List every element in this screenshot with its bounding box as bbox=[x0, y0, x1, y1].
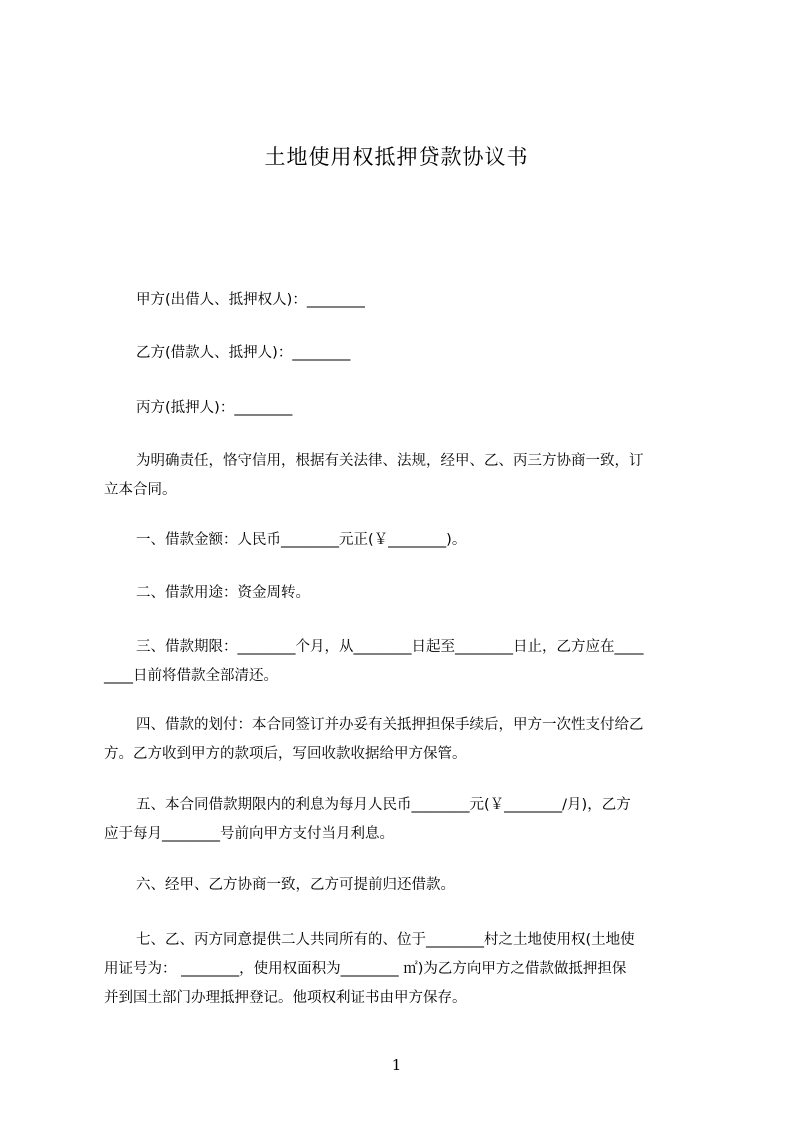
clause-3-line-1: 三、借款期限：________个月，从________日起至________日止，乙方应在____ bbox=[136, 639, 644, 655]
clause-3-line-2: ____日前将借款全部清还。 bbox=[104, 668, 278, 684]
clause-7-line-1: 七、乙、丙方同意提供二人共同所有的、位于________村之土地使用权(土地使 bbox=[136, 932, 635, 948]
clause-4-line-1: 四、借款的划付：本合同签订并办妥有关抵押担保手续后，甲方一次性支付给乙 bbox=[136, 717, 644, 733]
clause-6: 六、经甲、乙方协商一致，乙方可提前归还借款。 bbox=[136, 877, 455, 893]
preamble-line-2: 立本合同。 bbox=[104, 482, 177, 498]
clause-5 bbox=[104, 791, 704, 849]
preamble-line-1: 为明确责任，恪守信用，根据有关法律、法规，经甲、乙、丙三方协商一致，订 bbox=[136, 453, 644, 469]
party-c-line: 丙方(抵押人)：________ bbox=[136, 400, 293, 416]
clause-1: 一、借款金额：人民币________元正(￥________)。 bbox=[136, 532, 467, 548]
clause-5-line-1: 五、本合同借款期限内的利息为每月人民币________元(￥________/月)，乙方 bbox=[136, 797, 631, 813]
clause-2: 二、借款用途：资金周转。 bbox=[136, 585, 310, 601]
clause-4 bbox=[104, 711, 704, 769]
page-number: 1 bbox=[391, 1056, 402, 1074]
clause-7-line-2: 用证号为： ________，使用权面积为________ ㎡)为乙方向甲方之借款做抵押担保 bbox=[104, 961, 627, 977]
clause-7-line-3: 并到国土部门办理抵押登记。他项权利证书由甲方保存。 bbox=[104, 990, 467, 1006]
clause-5-line-2: 应于每月________号前向甲方支付当月利息。 bbox=[104, 826, 394, 842]
preamble-paragraph bbox=[104, 447, 704, 505]
clause-3 bbox=[104, 633, 704, 691]
party-b-line: 乙方(借款人、抵押人)：________ bbox=[136, 345, 351, 361]
clause-7 bbox=[104, 926, 704, 1013]
document-title: 土地使用权抵押贷款协议书 bbox=[264, 145, 529, 169]
clause-4-line-2: 方。乙方收到甲方的款项后，写回收款收据给甲方保管。 bbox=[104, 746, 467, 762]
party-a-line: 甲方(出借人、抵押权人)：________ bbox=[136, 292, 365, 308]
